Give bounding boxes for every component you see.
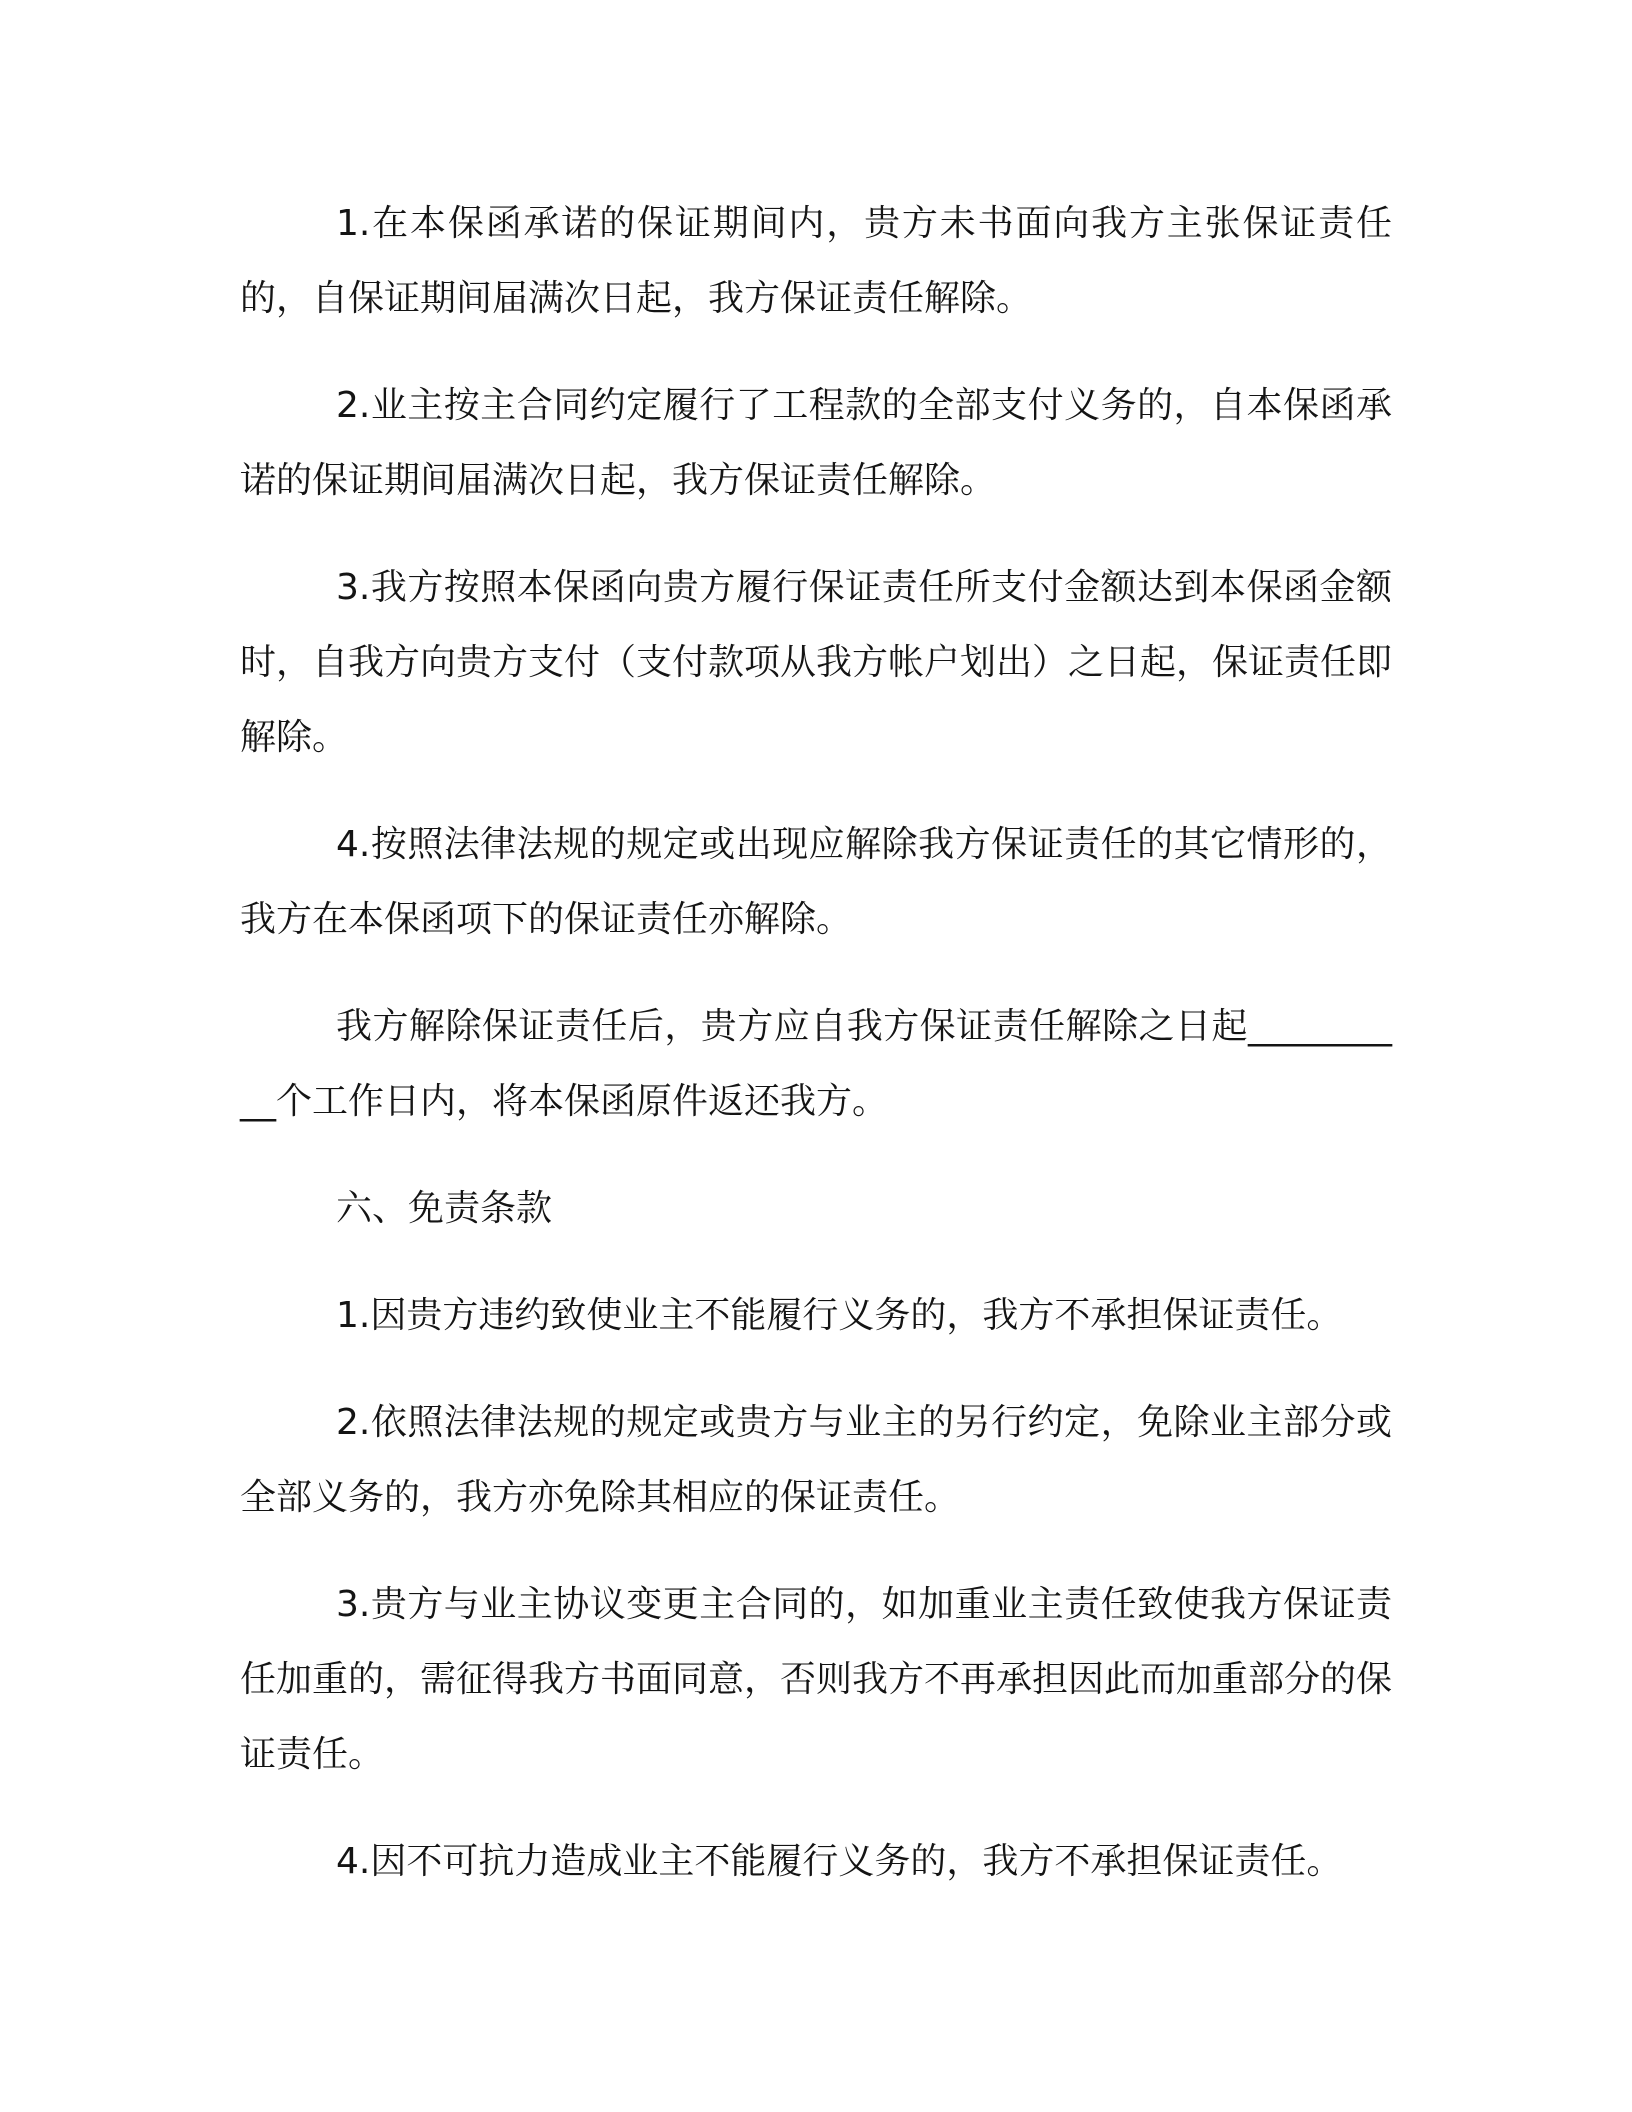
return-original-clause: 我方解除保证责任后，贵方应自我方保证责任解除之日起__________个工作日内，将本保函原件返还我方。 — [240, 1006, 1392, 1122]
release-clause-4: 4.按照法律法规的规定或出现应解除我方保证责任的其它情形的，我方在本保函项下的保证责任亦解除。 — [240, 824, 1392, 940]
release-clause-3: 3.我方按照本保函向贵方履行保证责任所支付金额达到本保函金额时，自我方向贵方支付（支付款项从我方帐户划出）之日起，保证责任即解除。 — [240, 567, 1393, 758]
release-clause-1: 1.在本保函承诺的保证期间内，贵方未书面向我方主张保证责任的，自保证期间届满次日起，我方保证责任解除。 — [240, 203, 1392, 319]
section-heading-exemption: 六、免责条款 — [336, 1188, 553, 1229]
exemption-clause-2: 2.依照法律法规的规定或贵方与业主的另行约定，免除业主部分或全部义务的，我方亦免除其相应的保证责任。 — [240, 1402, 1392, 1518]
exemption-clause-1: 1.因贵方违约致使业主不能履行义务的，我方不承担保证责任。 — [336, 1295, 1343, 1336]
exemption-clause-4: 4.因不可抗力造成业主不能履行义务的，我方不承担保证责任。 — [336, 1841, 1343, 1882]
document-page — [240, 186, 1392, 1931]
release-clause-2: 2.业主按主合同约定履行了工程款的全部支付义务的，自本保函承诺的保证期间届满次日起，我方保证责任解除。 — [240, 385, 1392, 501]
exemption-clause-3: 3.贵方与业主协议变更主合同的，如加重业主责任致使我方保证责任加重的，需征得我方书面同意，否则我方不再承担因此而加重部分的保证责任。 — [240, 1584, 1393, 1775]
